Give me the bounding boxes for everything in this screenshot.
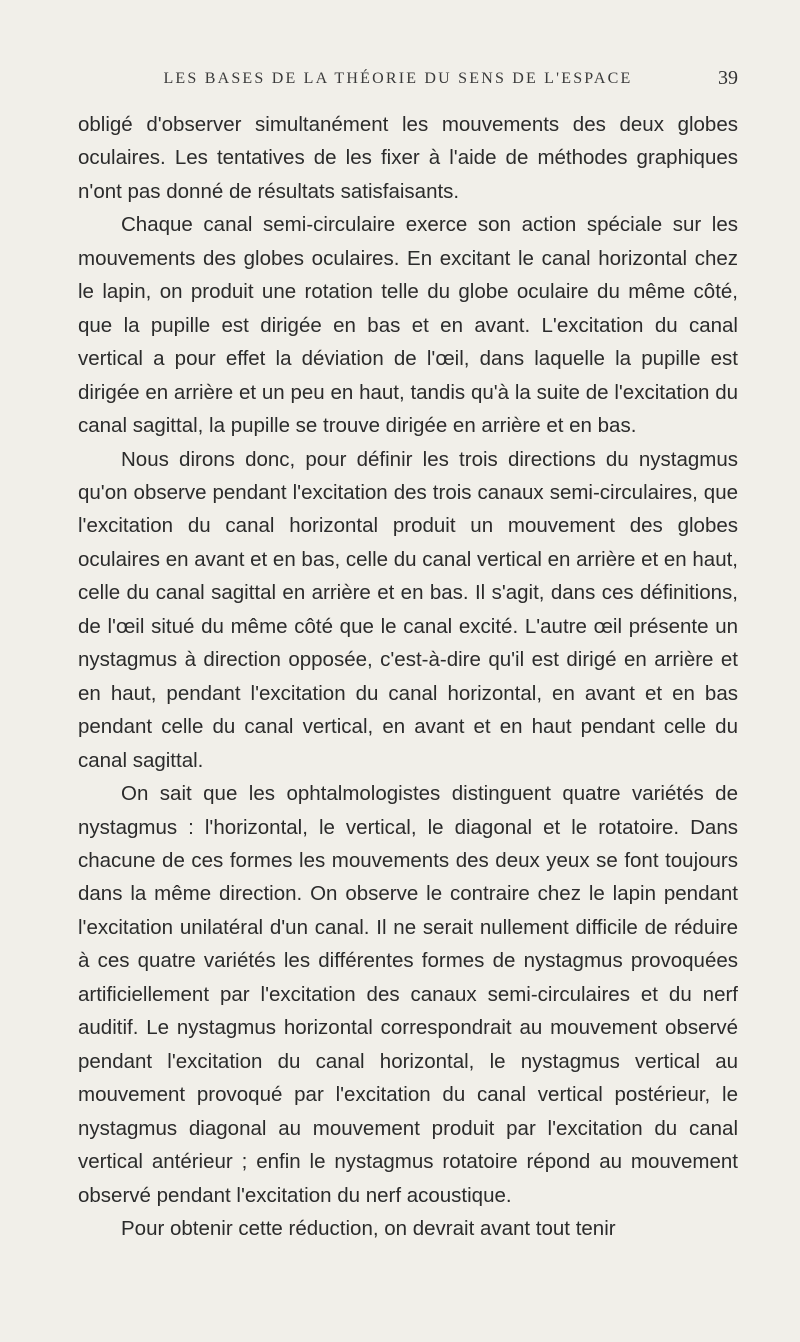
paragraph-canal-actions: Chaque canal semi-circulaire exerce son action spéciale sur les mouvements des globes oculaires. En excitant le canal horizontal chez le lapin, on produit une rotation telle du globe oculaire du même côté, que la pupille est dirigée en bas et en avant. L'excitation du canal vertical a pour effet la déviation de l'œil, dans laquelle la pupille est dirigée en arrière et un peu en haut, tandis qu'à la suite de l'excitation du canal sagittal, la pupille se trouve dirigée en arrière et en bas. — [78, 213, 738, 438]
paragraph-reduction: Pour obtenir cette réduction, on devrait avant tout tenir — [121, 1216, 616, 1240]
page-number: 39 — [718, 67, 738, 89]
paragraph-nystagmus-directions: Nous dirons donc, pour définir les trois directions du nystagmus qu'on observe pendant l'excitation des trois canaux semi-circulaires, que l'excitation du canal horizontal produit un mouvement des globes oculaires en avant et en bas, celle du canal vertical en arrière et en haut, celle du canal sagittal en arrière et en bas. Il s'agit, dans ces définitions, de l'œil situé du même côté que le canal excité. L'autre œil présente un nystagmus à direction opposée, c'est-à-dire qu'il est dirigé en arrière et en haut, pendant l'excitation du canal horizontal, en avant et en bas pendant celle du canal vertical, en avant et en haut pendant celle du canal sagittal. — [78, 447, 738, 772]
running-title: LES BASES DE LA THÉORIE DU SENS DE L'ESPACE — [163, 70, 633, 87]
paragraph-continuation: obligé d'observer simultanément les mouvements des deux globes oculaires. Les tentatives de les fixer à l'aide de méthodes graphiques n'ont pas donné de résultats satisfaisants. — [78, 113, 738, 203]
running-head — [78, 67, 738, 100]
paragraph-nystagmus-varieties: On sait que les ophtalmologistes distinguent quatre variétés de nystagmus : l'horizontal, le vertical, le diagonal et le rotatoire. Dans chacune de ces formes les mouvements des deux yeux se font toujours dans la même direction. On observe le contraire chez le lapin pendant l'excitation unilatéral d'un canal. Il ne serait nullement difficile de réduire à ces quatre variétés les différentes formes de nystagmus provoquées artificiellement par l'excitation des canaux semi-circulaires et du nerf auditif. Le nystagmus horizontal correspondrait au mouvement observé pendant l'excitation du canal horizontal, le nystagmus vertical au mouvement provoqué par l'excitation du canal vertical postérieur, le nystagmus diagonal au mouvement produit par l'excitation du canal vertical antérieur ; enfin le nystagmus rotatoire répond au mouvement observé pendant l'excitation du nerf acoustique. — [78, 782, 738, 1207]
body-text — [78, 108, 738, 1245]
